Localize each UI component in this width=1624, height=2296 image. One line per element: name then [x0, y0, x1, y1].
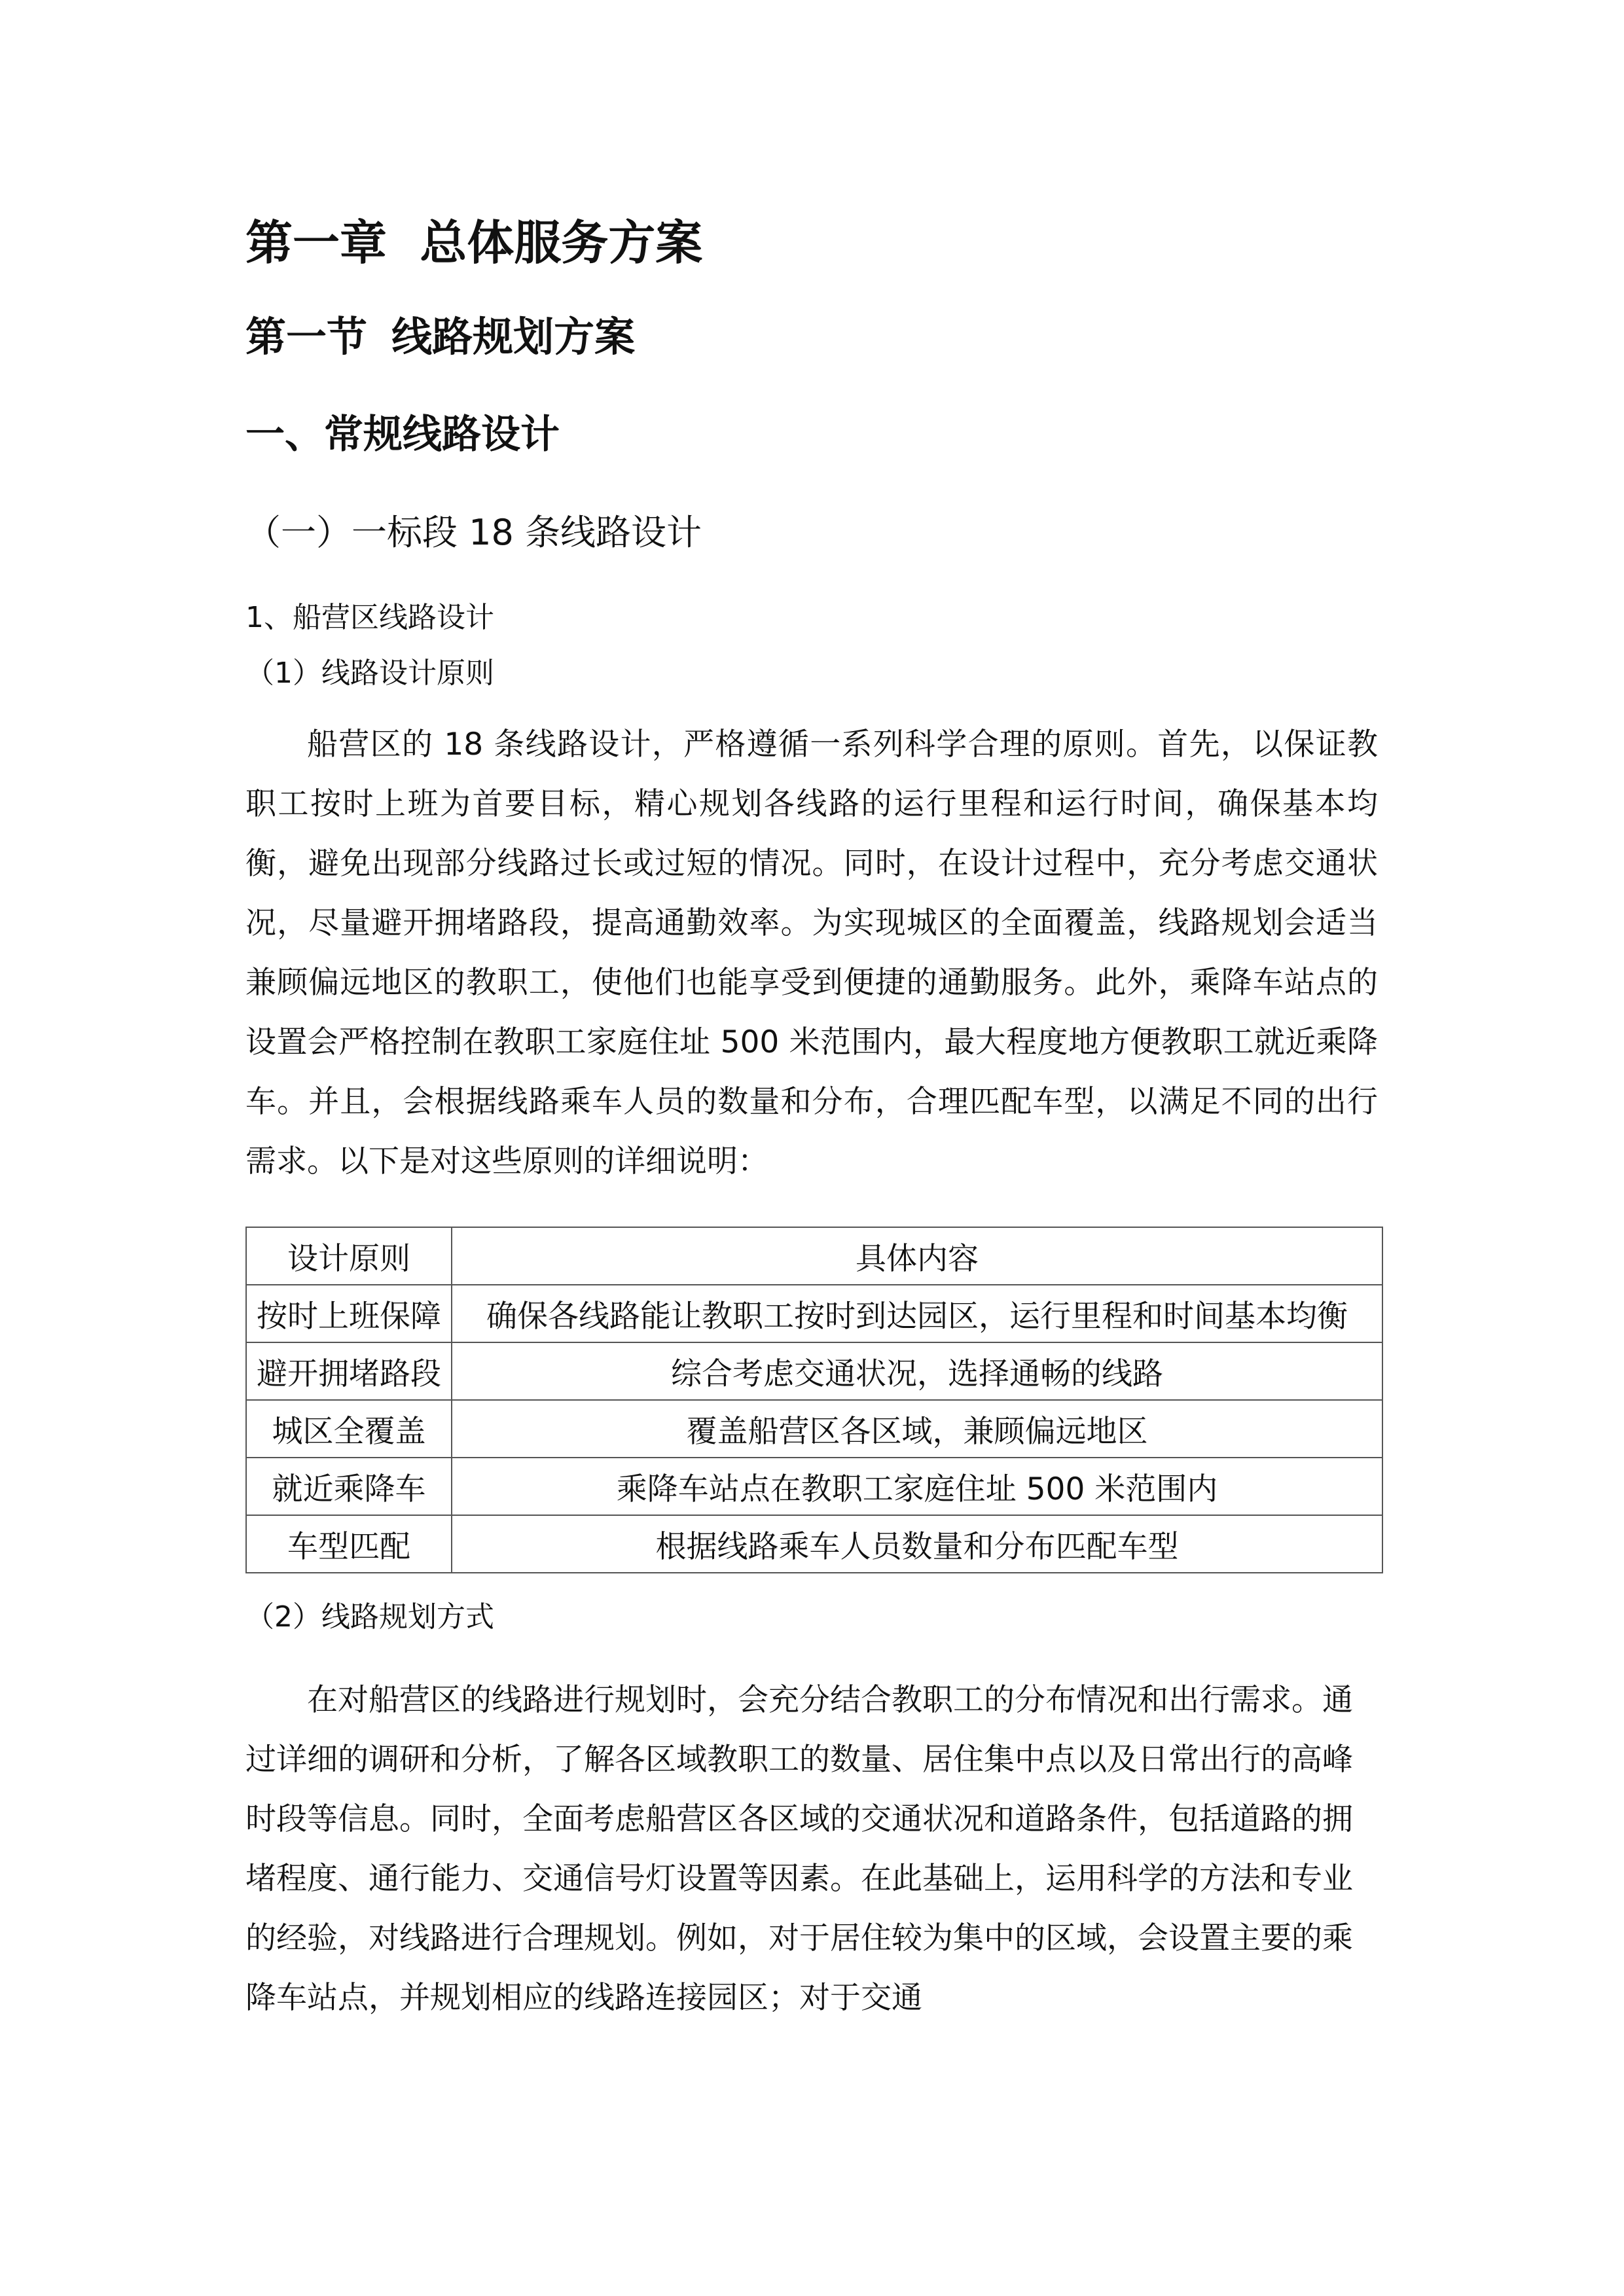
table-cell-content: 根据线路乘车人员数量和分布匹配车型	[452, 1515, 1382, 1573]
table-row	[246, 1285, 1382, 1342]
item-title: 1、船营区线路设计	[245, 601, 494, 634]
table-cell-content: 覆盖船营区各区域，兼顾偏远地区	[452, 1400, 1382, 1458]
table-cell-content: 乘降车站点在教职工家庭住址 500 米范围内	[452, 1458, 1382, 1515]
table-cell-principle: 就近乘降车	[246, 1458, 452, 1515]
table-cell-principle: 车型匹配	[246, 1515, 452, 1573]
table-row	[246, 1458, 1382, 1515]
section-title: 第一节 线路规划方案	[245, 313, 636, 361]
table-cell-content: 综合考虑交通状况，选择通畅的线路	[452, 1342, 1382, 1400]
table-row	[246, 1515, 1382, 1573]
table-header-cell: 具体内容	[452, 1227, 1382, 1285]
table-header-cell: 设计原则	[246, 1227, 452, 1285]
subsection-title: （一）一标段 18 条线路设计	[245, 512, 702, 553]
principles-table	[245, 1227, 1383, 1573]
subitem-2-title: （2）线路规划方式	[245, 1600, 494, 1634]
table-header-row	[246, 1227, 1382, 1285]
table-cell-principle: 按时上班保障	[246, 1285, 452, 1342]
table-row	[246, 1342, 1382, 1400]
subitem-1-title: （1）线路设计原则	[245, 656, 494, 690]
paragraph-design-principles: 船营区的 18 条线路设计，严格遵循一系列科学合理的原则。首先，以保证教职工按时上班为首要目标，精心规划各线路的运行里程和运行时间，确保基本均衡，避免出现部分线路过长或过短的情况。同时，在设计过程中，充分考虑交通状况，尽量避开拥堵路段，提高通勤效率。为实现城区的全面覆盖，线路规划会适当兼顾偏远地区的教职工，使他们也能享受到便捷的通勤服务。此外，乘降车站点的设置会严格控制在教职工家庭住址 500 米范围内，最大程度地方便教职工就近乘降车。并且，会根据线路乘车人员的数量和分布，合理匹配车型，以满足不同的出行需求。以下是对这些原则的详细说明：	[245, 726, 1378, 1179]
chapter-title: 第一章 总体服务方案	[245, 215, 703, 270]
table-cell-principle: 城区全覆盖	[246, 1400, 452, 1458]
table-cell-content: 确保各线路能让教职工按时到达园区，运行里程和时间基本均衡	[452, 1285, 1382, 1342]
table-cell-principle: 避开拥堵路段	[246, 1342, 452, 1400]
part-title: 一、常规线路设计	[245, 412, 560, 457]
paragraph-planning-method: 在对船营区的线路进行规划时，会充分结合教职工的分布情况和出行需求。通过详细的调研和分析，了解各区域教职工的数量、居住集中点以及日常出行的高峰时段等信息。同时，全面考虑船营区各区域的交通状况和道路条件，包括道路的拥堵程度、通行能力、交通信号灯设置等因素。在此基础上，运用科学的方法和专业的经验，对线路进行合理规划。例如，对于居住较为集中的区域，会设置主要的乘降车站点，并规划相应的线路连接园区；对于交通	[245, 1682, 1353, 2016]
table-row	[246, 1400, 1382, 1458]
